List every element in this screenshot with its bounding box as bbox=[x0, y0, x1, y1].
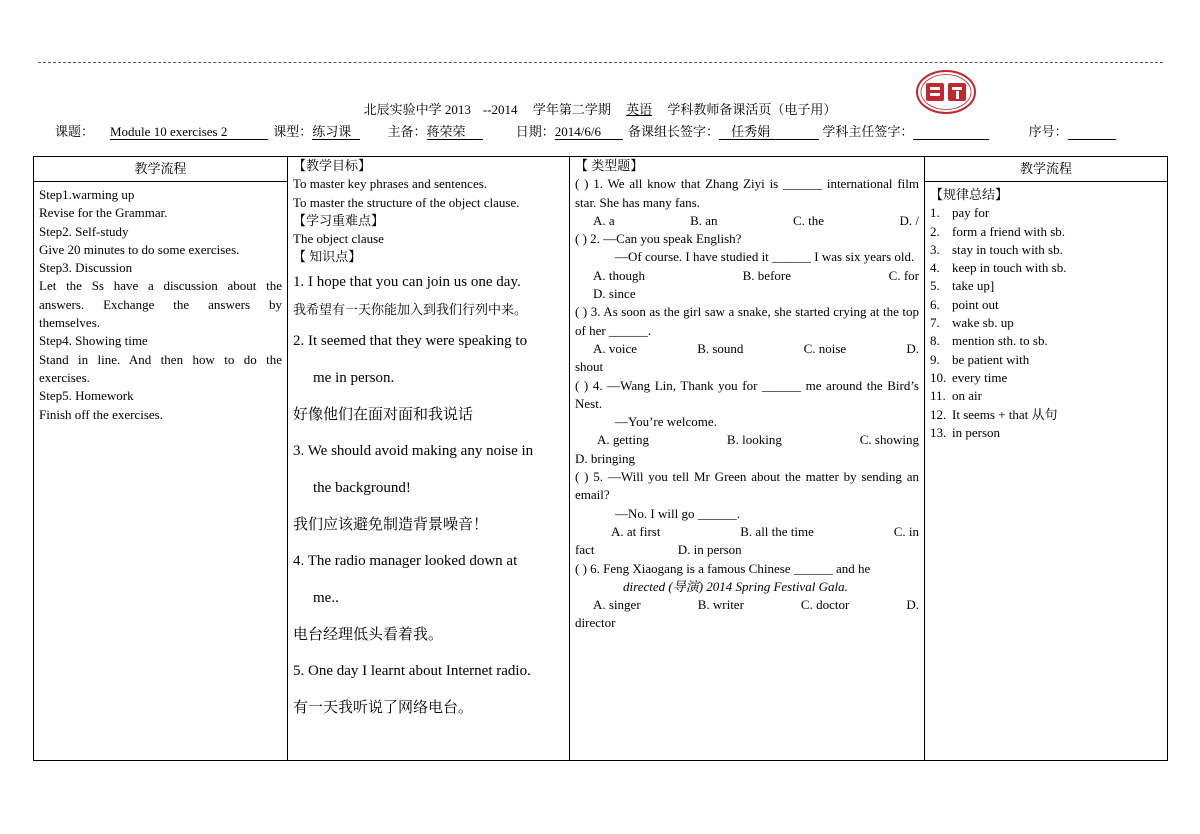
summary-item-text: It seems + that 从句 bbox=[952, 406, 1058, 422]
sentence-2-en-cont: me in person. bbox=[313, 369, 395, 386]
question-2-options bbox=[575, 267, 919, 285]
summary-item bbox=[930, 332, 1162, 350]
sentence-1-cn: 我希望有一天你能加入到我们行列中来。 bbox=[293, 301, 528, 317]
question-2: ( ) 2. —Can you speak English? bbox=[575, 231, 742, 247]
summary-item bbox=[930, 387, 1162, 405]
question-5-reply: —No. I will go ______. bbox=[615, 505, 740, 521]
summary-item-text: point out bbox=[952, 296, 999, 312]
summary-item bbox=[930, 424, 1162, 442]
question-4-reply: —You’re welcome. bbox=[615, 414, 717, 430]
summary-item-number: 11. bbox=[930, 388, 946, 404]
summary-list bbox=[930, 204, 1162, 442]
sentence-4-en-cont: me.. bbox=[313, 589, 339, 606]
summary-item bbox=[930, 369, 1162, 387]
step-4-title: Step4. Showing time bbox=[39, 333, 148, 349]
director-sign-blank bbox=[913, 125, 989, 140]
question-3-options bbox=[575, 340, 919, 358]
question-3: ( ) 3. As soon as the girl saw a snake, she started crying at the top of her ______. bbox=[575, 304, 919, 338]
summary-item bbox=[930, 259, 1162, 277]
summary-item-number: 8. bbox=[930, 333, 940, 349]
q3-option-d: D. bbox=[906, 340, 919, 356]
question-1-options bbox=[575, 212, 919, 230]
knowledge-title: 【 知识点】 bbox=[293, 249, 362, 265]
date-label: 日期： bbox=[515, 124, 555, 139]
q6-option-d: D. bbox=[906, 597, 919, 613]
question-6-options bbox=[575, 596, 919, 614]
summary-item-number: 5. bbox=[930, 278, 940, 294]
author-value: 蒋荣荣 bbox=[427, 125, 483, 140]
lesson-value: Module 10 exercises 2 bbox=[110, 125, 268, 140]
summary-item-number: 3. bbox=[930, 241, 940, 257]
q2-option-c: C. for bbox=[888, 267, 919, 283]
date-value: 2014/6/6 bbox=[555, 125, 623, 140]
summary-item-number: 9. bbox=[930, 351, 940, 367]
semester: 学年第二学期 bbox=[532, 102, 611, 117]
step-1-title: Step1.warming up bbox=[39, 187, 135, 202]
summary-cell bbox=[925, 182, 1168, 761]
q5-option-d: D. in person bbox=[677, 542, 742, 558]
summary-item-text: take up] bbox=[952, 278, 995, 294]
sentence-1-en: 1. I hope that you can join us one day. bbox=[293, 273, 521, 290]
q6-option-d-text: director bbox=[575, 615, 616, 631]
question-5: ( ) 5. —Will you tell Mr Green about the matter by sending an email? bbox=[575, 469, 919, 503]
question-6: ( ) 6. Feng Xiaogang is a famous Chinese ______ and he bbox=[575, 560, 871, 576]
step-4-text: Stand in line. And then how to do the exercises. bbox=[39, 351, 282, 385]
sentence-5-cn: 有一天我听说了网络电台。 bbox=[293, 699, 474, 716]
group-sign-value: 任秀娟 bbox=[719, 125, 819, 140]
step-3-title: Step3. Discussion bbox=[39, 260, 133, 276]
q6-option-a: A. singer bbox=[593, 597, 641, 613]
step-5-text: Finish off the exercises. bbox=[39, 406, 163, 422]
step-2-text: Give 20 minutes to do some exercises. bbox=[39, 241, 240, 257]
summary-item bbox=[930, 223, 1162, 241]
objectives-cell bbox=[288, 157, 570, 761]
q5-option-a: A. at first bbox=[611, 523, 661, 539]
question-2-reply: —Of course. I have studied it ______ I was six years old. bbox=[615, 249, 915, 265]
col4-header: 教学流程 bbox=[925, 157, 1168, 182]
q3-option-c: C. noise bbox=[803, 340, 847, 356]
school-name: 北辰实验中学 2013 bbox=[363, 102, 471, 117]
q2-option-b: B. before bbox=[742, 267, 792, 283]
lesson-plan-table bbox=[33, 156, 1168, 761]
sentence-4-cn: 电台经理低头看着我。 bbox=[293, 626, 444, 643]
question-5-options-cont bbox=[575, 541, 919, 559]
sentence-3-en-cont: the background! bbox=[313, 479, 411, 496]
sentence-2-en: 2. It seemed that they were speaking to bbox=[293, 332, 528, 349]
q4-option-b: B. looking bbox=[726, 432, 782, 448]
summary-item bbox=[930, 296, 1162, 314]
summary-title: 【规律总结】 bbox=[930, 187, 1009, 202]
type-value: 练习课 bbox=[312, 125, 360, 140]
q4-option-c: C. showing bbox=[859, 432, 919, 448]
q5-option-c: C. in bbox=[893, 523, 919, 539]
q3-option-d-text: shout bbox=[575, 359, 604, 375]
summary-item-number: 4. bbox=[930, 260, 940, 276]
q4-option-a: A. getting bbox=[597, 432, 649, 448]
summary-item-number: 10. bbox=[930, 369, 947, 385]
q5-option-b: B. all the time bbox=[740, 523, 814, 539]
summary-item-number: 13. bbox=[930, 424, 947, 440]
question-5-options bbox=[575, 523, 919, 541]
sentence-2-cn: 好像他们在面对面和我说话 bbox=[293, 406, 474, 423]
question-4-options bbox=[575, 431, 919, 449]
goal-2: To master the structure of the object clause. bbox=[293, 194, 520, 210]
summary-item bbox=[930, 406, 1162, 424]
summary-item-text: on air bbox=[952, 388, 982, 404]
exercises-cell bbox=[570, 157, 925, 761]
subject: 英语 bbox=[626, 102, 653, 117]
summary-item bbox=[930, 204, 1162, 222]
step-2-title: Step2. Self-study bbox=[39, 223, 129, 239]
question-1: ( ) 1. We all know that Zhang Ziyi is ______ international film star. She has many fans. bbox=[575, 176, 919, 210]
key-title: 【学习重难点】 bbox=[293, 212, 385, 228]
goals-title: 【教学目标】 bbox=[293, 158, 372, 173]
question-6-cont: directed (导演) 2014 Spring Festival Gala. bbox=[623, 578, 848, 594]
q3-option-a: A. voice bbox=[593, 340, 638, 356]
sentence-3-en: 3. We should avoid making any noise in bbox=[293, 442, 534, 459]
doc-title: 学科教师备课活页（电子用） bbox=[667, 102, 837, 117]
exercises-title: 【 类型题】 bbox=[575, 158, 644, 173]
year-range: --2014 bbox=[482, 102, 518, 117]
group-sign-label: 备课组长签字： bbox=[628, 124, 720, 139]
q1-option-b: B. an bbox=[690, 212, 718, 228]
key-text: The object clause bbox=[293, 231, 384, 247]
summary-item-text: every time bbox=[952, 369, 1008, 385]
goal-1: To master key phrases and sentences. bbox=[293, 176, 488, 192]
summary-item-text: pay for bbox=[952, 205, 990, 221]
q1-option-a: A. a bbox=[593, 212, 615, 228]
summary-item-number: 12. bbox=[930, 406, 947, 422]
sentence-4-en: 4. The radio manager looked down at bbox=[293, 552, 518, 569]
question-4: ( ) 4. —Wang Lin, Thank you for ______ me around the Bird’s Nest. bbox=[575, 377, 919, 411]
q3-option-b: B. sound bbox=[697, 340, 744, 356]
q1-option-d: D. / bbox=[899, 212, 919, 228]
q4-option-d: D. bringing bbox=[575, 450, 635, 466]
summary-item-number: 2. bbox=[930, 223, 940, 239]
summary-item-text: form a friend with sb. bbox=[952, 223, 1066, 239]
summary-item-text: wake sb. up bbox=[952, 315, 1014, 331]
step-5-title: Step5. Homework bbox=[39, 388, 134, 404]
summary-item bbox=[930, 277, 1162, 295]
header-rule bbox=[38, 62, 1163, 63]
q6-option-b: B. writer bbox=[697, 597, 744, 613]
procedure-cell bbox=[34, 182, 288, 761]
lesson-meta-line bbox=[55, 121, 1165, 140]
sentence-3-cn: 我们应该避免制造背景噪音！ bbox=[293, 516, 489, 533]
summary-item-text: stay in touch with sb. bbox=[952, 241, 1063, 257]
col1-header: 教学流程 bbox=[34, 157, 288, 182]
serial-blank bbox=[1068, 125, 1116, 140]
q1-option-c: C. the bbox=[793, 212, 825, 228]
serial-label: 序号： bbox=[1028, 124, 1068, 139]
summary-item-text: in person bbox=[952, 424, 1001, 440]
summary-item-text: be patient with bbox=[952, 351, 1030, 367]
q6-option-c: C. doctor bbox=[800, 597, 850, 613]
summary-item-number: 6. bbox=[930, 296, 940, 312]
author-label: 主备： bbox=[387, 124, 427, 139]
sentence-5-en: 5. One day I learnt about Internet radio. bbox=[293, 662, 531, 679]
q5-option-c-cont: fact bbox=[575, 542, 595, 558]
summary-item-text: mention sth. to sb. bbox=[952, 333, 1048, 349]
summary-item-number: 7. bbox=[930, 315, 940, 331]
summary-item bbox=[930, 351, 1162, 369]
lesson-label: 课题： bbox=[55, 124, 95, 139]
document-title-line bbox=[0, 99, 1200, 118]
step-3-text: Let the Ss have a discussion about the answers. Exchange the answers by themselves. bbox=[39, 278, 282, 331]
director-sign-label: 学科主任签字： bbox=[822, 124, 914, 139]
q2-option-d: D. since bbox=[593, 286, 636, 302]
q2-option-a: A. though bbox=[593, 267, 645, 283]
summary-item-number: 1. bbox=[930, 205, 940, 221]
summary-item-text: keep in touch with sb. bbox=[952, 260, 1067, 276]
summary-item bbox=[930, 241, 1162, 259]
step-1-text: Revise for the Grammar. bbox=[39, 205, 168, 221]
summary-item bbox=[930, 314, 1162, 332]
type-label: 课型： bbox=[273, 124, 313, 139]
